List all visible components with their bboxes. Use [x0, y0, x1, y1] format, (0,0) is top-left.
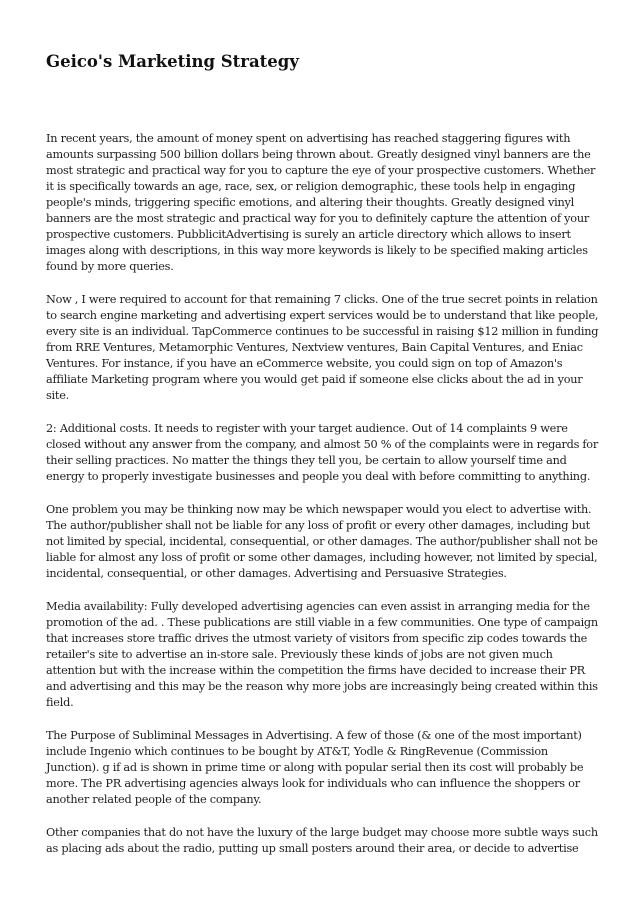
text-line: field. — [46, 696, 74, 709]
text-line: another related people of the company. — [46, 793, 262, 806]
text-line: In recent years, the amount of money spent on advertising has reached staggering figures with — [46, 132, 571, 145]
text-line: energy to properly investigate businesses and people you deal with before committing to anything. — [46, 470, 591, 483]
text-line: incidental, consequential, or other damages. Advertising and Persuasive Strategies. — [46, 567, 507, 580]
page-title: Geico's Marketing Strategy — [46, 52, 299, 71]
text-line: One problem you may be thinking now may be which newspaper would you elect to advertise with. — [46, 503, 592, 516]
text-line: closed without any answer from the company, and almost 50 % of the complaints were in regards for — [46, 438, 598, 451]
text-line: site. — [46, 389, 69, 402]
text-line: attention but with the increase within the competition the firms have decided to increase their PR — [46, 664, 585, 677]
document-body — [46, 131, 598, 874]
text-line: their selling practices. No matter the things they tell you, be certain to allow yourself time and — [46, 454, 567, 467]
text-line: and advertising and this may be the reason why more jobs are increasingly being created within this — [46, 680, 598, 693]
text-line: Now , I were required to account for that remaining 7 clicks. One of the true secret points in relation — [46, 293, 598, 306]
text-line: that increases store traffic drives the utmost variety of visitors from specific zip codes towards the — [46, 632, 588, 645]
text-line: affiliate Marketing program where you would get paid if someone else clicks about the ad in your — [46, 373, 583, 386]
text-line: every site is an individual. TapCommerce continues to be successful in raising $12 million in funding — [46, 325, 599, 338]
text-line: retailer's site to advertise an in-store sale. Previously these kinds of jobs are not given much — [46, 648, 553, 661]
text-line: Ventures. For instance, if you have an eCommerce website, you could sign on top of Amazon's — [46, 357, 563, 370]
text-line: include Ingenio which continues to be bought by AT&T, Yodle & RingRevenue (Commission — [46, 745, 548, 758]
body-paragraph — [46, 292, 598, 404]
text-line: The Purpose of Subliminal Messages in Advertising. A few of those (& one of the most important) — [46, 729, 582, 742]
text-line: prospective customers. PubblicitAdvertising is surely an article directory which allows to insert — [46, 228, 571, 241]
text-line: as placing ads about the radio, putting up small posters around their area, or decide to advertise — [46, 842, 579, 855]
text-line: Media availability: Fully developed advertising agencies can even assist in arranging media for the — [46, 600, 590, 613]
text-line: from RRE Ventures, Metamorphic Ventures, Nextview ventures, Bain Capital Ventures, and Eniac — [46, 341, 583, 354]
text-line: most strategic and practical way for you to capture the eye of your prospective customers. Whether — [46, 164, 596, 177]
text-line: liable for almost any loss of profit or some other damages, including however, not limited by special, — [46, 551, 598, 564]
text-line: not limited by special, incidental, consequential, or other damages. The author/publisher shall not be — [46, 535, 598, 548]
text-line: banners are the most strategic and practical way for you to definitely capture the attention of your — [46, 212, 589, 225]
body-paragraph — [46, 825, 598, 857]
body-paragraph — [46, 421, 598, 485]
text-line: promotion of the ad. . These publications are still viable in a few communities. One type of campaign — [46, 616, 598, 629]
text-line: it is specifically towards an age, race, sex, or religion demographic, these tools help in engaging — [46, 180, 576, 193]
body-paragraph — [46, 502, 598, 582]
text-line: The author/publisher shall not be liable for any loss of profit or every other damages, including but — [46, 519, 590, 532]
body-paragraph — [46, 131, 598, 275]
text-line: Junction). g if ad is shown in prime time or along with popular serial then its cost will probably be — [46, 761, 584, 774]
body-paragraph — [46, 728, 598, 808]
text-line: 2: Additional costs. It needs to register with your target audience. Out of 14 complaints 9 were — [46, 422, 568, 435]
body-paragraph — [46, 599, 598, 711]
text-line: found by more queries. — [46, 260, 174, 273]
text-line: to search engine marketing and advertising expert services would be to understand that like people, — [46, 309, 599, 322]
text-line: images along with descriptions, in this way more keywords is likely to be specified making articles — [46, 244, 588, 257]
text-line: people's minds, triggering specific emotions, and altering their thoughts. Greatly designed vinyl — [46, 196, 575, 209]
text-line: more. The PR advertising agencies always look for individuals who can influence the shoppers or — [46, 777, 580, 790]
text-line: amounts surpassing 500 billion dollars being thrown about. Greatly designed vinyl banners are the — [46, 148, 591, 161]
text-line: Other companies that do not have the luxury of the large budget may choose more subtle ways such — [46, 826, 598, 839]
